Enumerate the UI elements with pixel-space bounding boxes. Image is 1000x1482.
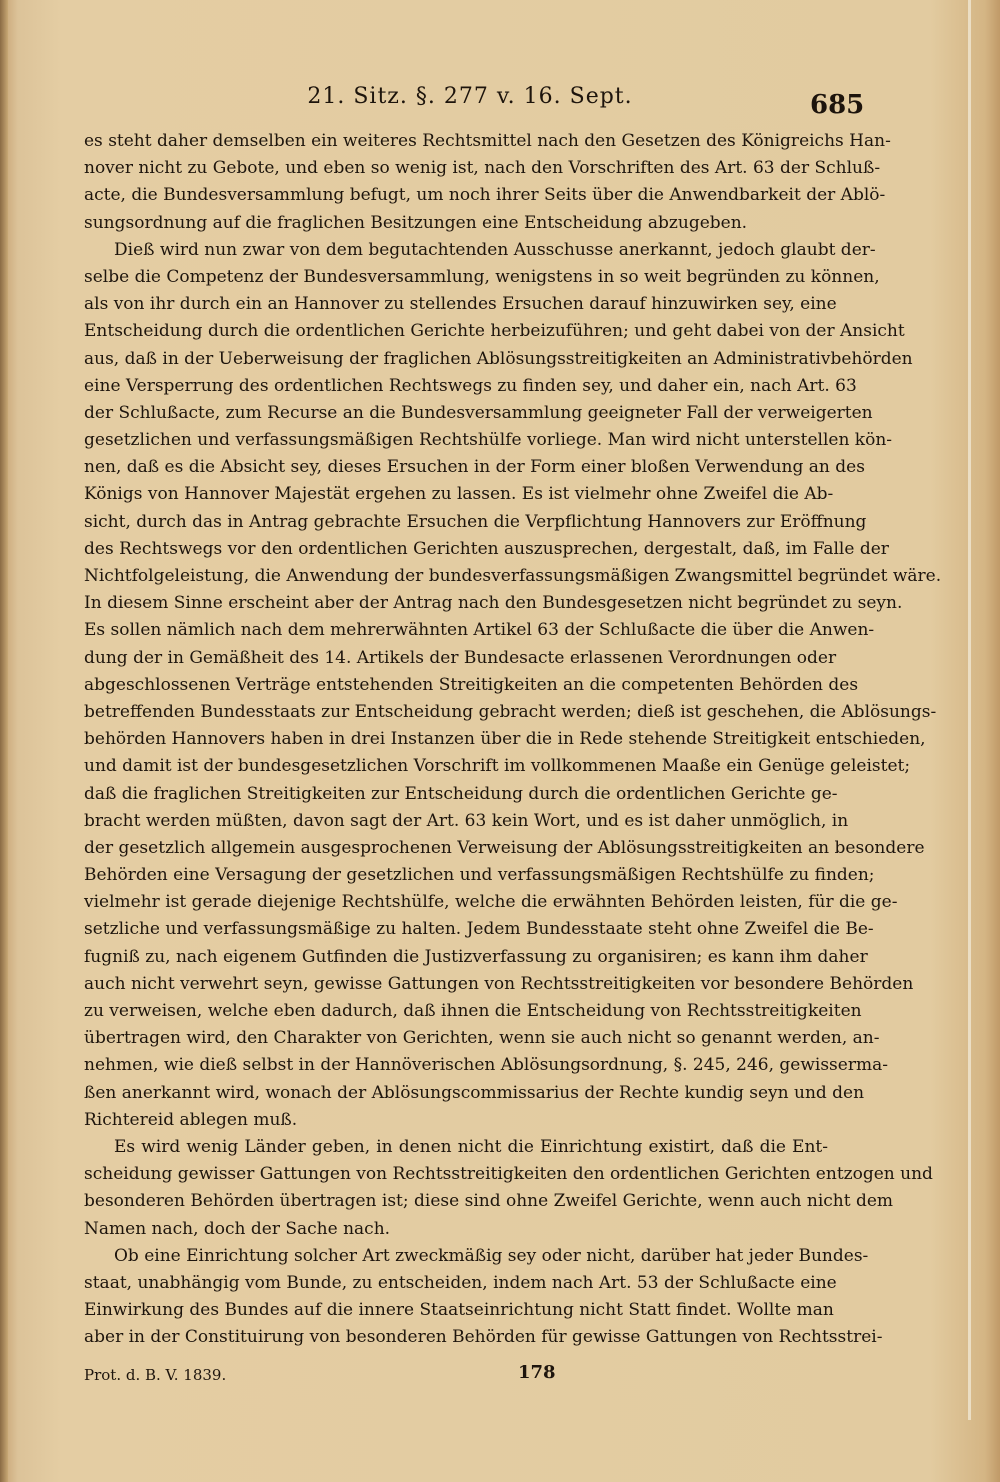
text-line: Es sollen nämlich nach dem mehrerwähnten Artikel 63 der Schlußacte die über die Anwen- (84, 620, 875, 641)
text-line: Namen nach, doch der Sache nach. (84, 1218, 391, 1239)
page-edge (968, 0, 971, 1420)
text-line: Einwirkung des Bundes auf die innere Staatseinrichtung nicht Statt findet. Wollte man (84, 1300, 834, 1321)
text-line: nover nicht zu Gebote, und eben so wenig ist, nach den Vorschriften des Art. 63 der Schluß- (84, 158, 881, 179)
text-line: behörden Hannovers haben in drei Instanzen über die in Rede stehende Streitigkeit entschieden, (84, 729, 926, 750)
text-line: besonderen Behörden übertragen ist; diese sind ohne Zweifel Gerichte, wenn auch nicht dem (84, 1191, 894, 1212)
text-line: es steht daher demselben ein weiteres Rechtsmittel nach den Gesetzen des Königreichs Han- (84, 131, 891, 151)
text-line: Ob eine Einrichtung solcher Art zweckmäßig sey oder nicht, darüber hat jeder Bundes- (114, 1245, 869, 1266)
text-line: fugniß zu, nach eigenem Gutfinden die Justizverfassung zu organisiren; es kann ihm daher (84, 946, 868, 967)
text-line: In diesem Sinne erscheint aber der Antrag nach den Bundesgesetzen nicht begründet zu seyn. (84, 593, 903, 614)
running-head: 21. Sitz. §. 277 v. 16. Sept. (307, 84, 633, 109)
footer (84, 1362, 828, 1392)
text-line: Richtereid ablegen muß. (84, 1109, 298, 1130)
text-line: scheidung gewisser Gattungen von Rechtsstreitigkeiten den ordentlichen Gerichten entzogen und (84, 1164, 933, 1185)
text-line: Es wird wenig Länder geben, in denen nicht die Einrichtung existirt, daß die Ent- (114, 1136, 828, 1157)
text-line: setzliche und verfassungsmäßige zu halten. Jedem Bundesstaate steht ohne Zweifel die Be- (84, 919, 874, 940)
text-line: sungsordnung auf die fraglichen Besitzungen eine Entscheidung abzugeben. (84, 212, 748, 233)
sheet-number: 178 (518, 1362, 556, 1383)
text-line: dung der in Gemäßheit des 14. Artikels der Bundesacte erlassenen Verordnungen oder (84, 647, 837, 668)
text-line: aber in der Constituirung von besonderen Behörden für gewisse Gattungen von Rechtsstrei- (84, 1327, 883, 1348)
text-line: Dieß wird nun zwar von dem begutachtenden Ausschusse anerkannt, jedoch glaubt der- (114, 239, 876, 260)
text-line: der gesetzlich allgemein ausgesprochenen Verweisung der Ablösungsstreitigkeiten an besondere (84, 837, 925, 858)
text-line: sicht, durch das in Antrag gebrachte Ersuchen die Verpflichtung Hannovers zur Eröffnung (84, 511, 867, 532)
text-line: der Schlußacte, zum Recurse an die Bundesversammlung geeigneter Fall der verweigerten (84, 402, 873, 423)
text-line: Entscheidung durch die ordentlichen Gerichte herbeizuführen; und geht dabei von der Ansicht (84, 321, 905, 342)
text-line: auch nicht verwehrt seyn, gewisse Gattungen von Rechtsstreitigkeiten vor besondere Behörden (84, 973, 914, 994)
text-line: aus, daß in der Ueberweisung der fraglichen Ablösungsstreitigkeiten an Administrativbehörden (84, 348, 913, 369)
text-line: als von ihr durch ein an Hannover zu stellendes Ersuchen darauf hinzuwirken sey, eine (84, 294, 837, 315)
text-line: vielmehr ist gerade diejenige Rechtshülfe, welche die erwähnten Behörden leisten, für die ge- (84, 892, 898, 913)
text-line: acte, die Bundesversammlung befugt, um noch ihrer Seits über die Anwendbarkeit der Ablö- (84, 185, 886, 206)
text-line: betreffenden Bundesstaats zur Entscheidung gebracht werden; dieß ist geschehen, die Ablösungs- (84, 701, 937, 722)
text-line: eine Versperrung des ordentlichen Rechtswegs zu finden sey, und daher ein, nach Art. 63 (84, 375, 857, 396)
text-line: ßen anerkannt wird, wonach der Ablösungscommissarius der Rechte kundig seyn und den (84, 1082, 865, 1103)
text-line: bracht werden müßten, davon sagt der Art. 63 kein Wort, und es ist daher unmöglich, in (84, 810, 849, 831)
text-line: Behörden eine Versagung der gesetzlichen und verfassungsmäßigen Rechtshülfe zu finden; (84, 865, 875, 886)
text-line: Nichtfolgeleistung, die Anwendung der bundesverfassungsmäßigen Zwangsmittel begründet wäre. (84, 566, 942, 586)
text-line: Königs von Hannover Majestät ergehen zu lassen. Es ist vielmehr ohne Zweifel die Ab- (84, 484, 834, 505)
text-line: nen, daß es die Absicht sey, dieses Ersuchen in der Form einer bloßen Verwendung an des (84, 457, 865, 478)
text-line: gesetzlichen und verfassungsmäßigen Rechtshülfe vorliege. Man wird nicht unterstellen kön- (84, 430, 893, 451)
text-line: zu verweisen, welche eben dadurch, daß ihnen die Entscheidung von Rechtsstreitigkeiten (84, 1001, 862, 1021)
binding-shadow (0, 0, 8, 1482)
text-line: abgeschlossenen Verträge entstehenden Streitigkeiten an die competenten Behörden des (84, 674, 859, 695)
body-text (84, 128, 942, 1351)
text-line: staat, unabhängig vom Bunde, zu entscheiden, indem nach Art. 53 der Schlußacte eine (84, 1272, 837, 1293)
page-number: 685 (810, 90, 865, 120)
text-line: und damit ist der bundesgesetzlichen Vorschrift im vollkommenen Maaße ein Genüge geleistet; (84, 756, 911, 777)
footer-signature: Prot. d. B. V. 1839. (84, 1366, 227, 1384)
text-line: übertragen wird, den Charakter von Gerichten, wenn sie auch nicht so genannt werden, an- (84, 1028, 880, 1049)
text-line: selbe die Competenz der Bundesversammlung, wenigstens in so weit begründen zu können, (84, 266, 880, 287)
text-line: nehmen, wie dieß selbst in der Hannöverischen Ablösungsordnung, §. 245, 246, gewisserma- (84, 1055, 888, 1076)
text-line: des Rechtswegs vor den ordentlichen Gerichten auszusprechen, dergestalt, daß, im Falle der (84, 538, 889, 559)
text-line: daß die fraglichen Streitigkeiten zur Entscheidung durch die ordentlichen Gerichte ge- (84, 783, 838, 804)
